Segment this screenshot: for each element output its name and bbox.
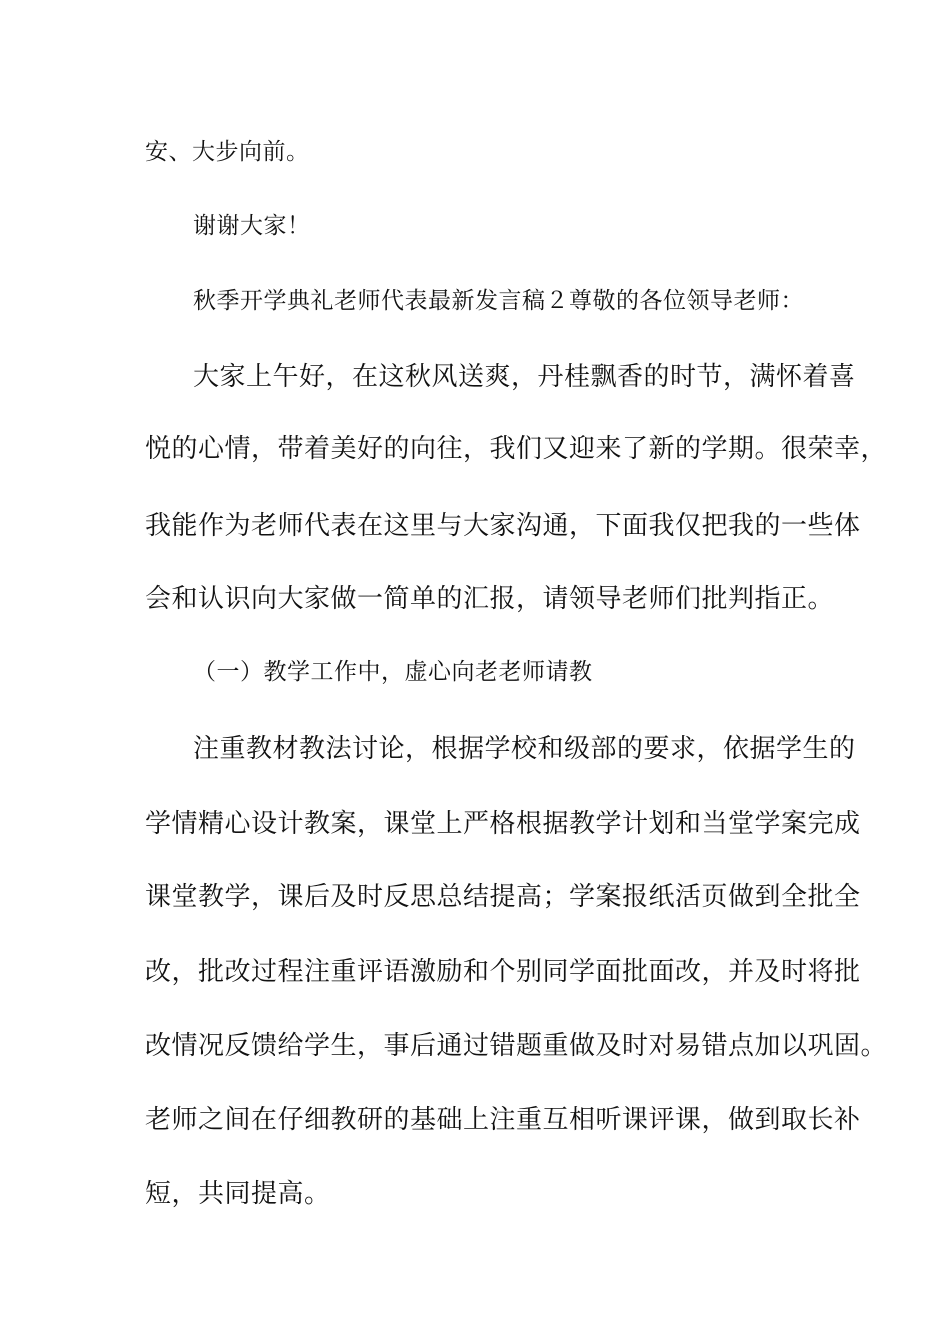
text-line-13: 改情况反馈给学生，事后通过错题重做及时对易错点加以巩固。: [145, 1031, 888, 1061]
text-line-6: 我能作为老师代表在这里与大家沟通，下面我仅把我的一些体: [145, 511, 861, 541]
text-line-10: 学情精心设计教案，课堂上严格根据教学计划和当堂学案完成: [145, 809, 861, 839]
text-line-2: 谢谢大家！: [193, 213, 311, 239]
text-line-12: 改，批改过程注重评语激励和个别同学面批面改，并及时将批: [145, 957, 861, 987]
text-line-15: 短，共同提高。: [145, 1179, 331, 1209]
section-heading: （一）教学工作中，虚心向老老师请教: [193, 659, 593, 685]
text-line-11: 课堂教学，课后及时反思总结提高；学案报纸活页做到全批全: [145, 882, 861, 912]
text-line-9: 注重教材教法讨论，根据学校和级部的要求，依据学生的: [193, 734, 856, 764]
text-line-3: 秋季开学典礼老师代表最新发言稿２尊敬的各位领导老师：: [193, 288, 804, 314]
text-line-14: 老师之间在仔细教研的基础上注重互相听课评课，做到取长补: [145, 1105, 861, 1135]
text-line-7: 会和认识向大家做一简单的汇报，请领导老师们批判指正。: [145, 584, 835, 614]
text-line-4: 大家上午好，在这秋风送爽，丹桂飘香的时节，满怀着喜: [193, 362, 856, 392]
text-line-1: 安、大步向前。: [145, 139, 310, 165]
text-line-5: 悦的心情，带着美好的向往，我们又迎来了新的学期。很荣幸，: [145, 434, 888, 464]
